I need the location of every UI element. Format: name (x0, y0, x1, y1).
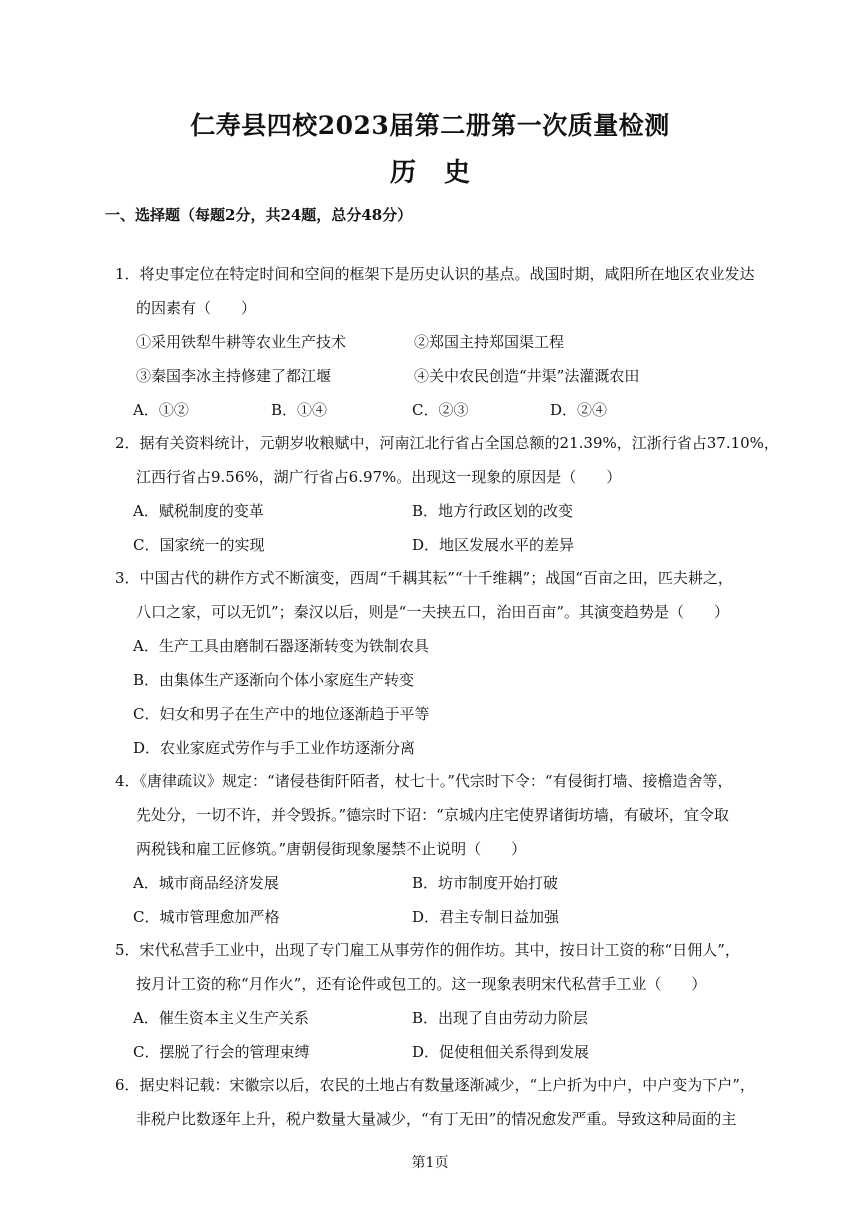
subject-title (0, 152, 860, 189)
question-5-option-d: D．促使租佃关系得到发展 (412, 1043, 590, 1061)
question-4-line-1: 4．《唐律疏议》规定：“诸侵巷街阡陌者，杖七十。”代宗时下令：“有侵街打墙、接檐造舍等， (115, 772, 733, 790)
subject-char-1: 历 (389, 158, 416, 188)
question-3-line-1: 3．中国古代的耕作方式不断演变，西周“千耦其耘”“十千维耦”；战国“百亩之田，匹夫耕之， (115, 569, 733, 587)
question-5-line-2: 按月计工资的称“月作火”，还有论件或包工的。这一现象表明宋代私营手工业（ ） (136, 975, 707, 993)
question-5-option-a: A．催生资本主义生产关系 (133, 1009, 309, 1027)
question-3-line-2: 八口之家，可以无饥”；秦汉以后，则是“一夫挟五口，治田百亩”。其演变趋势是（ ） (136, 603, 730, 621)
subject-char-2: 史 (444, 158, 471, 188)
document-title: 仁寿县四校2023届第二册第一次质量检测 (190, 111, 670, 140)
question-1-statement-1: ①采用铁犁牛耕等农业生产技术 (136, 333, 347, 351)
question-4-option-a: A．城市商品经济发展 (133, 874, 279, 892)
question-5-line-1: 5．宋代私营手工业中，出现了专门雇工从事劳作的佣作坊。其中，按日计工资的称“日佣人”， (115, 941, 740, 959)
question-1-statement-3: ③秦国李冰主持修建了都江堰 (136, 367, 332, 385)
question-1-option-a: A．①② (133, 401, 189, 419)
question-2-option-c: C．国家统一的实现 (133, 536, 265, 554)
question-3-option-a: A．生产工具由磨制石器逐渐转变为铁制农具 (133, 637, 429, 655)
question-4-line-3: 两税钱和雇工匠修筑。”唐朝侵街现象屡禁不止说明（ ） (136, 840, 527, 858)
section-heading: 一、选择题（每题2分，共24题，总分48分） (105, 206, 413, 224)
question-1-line-2: 的因素有（ ） (136, 299, 257, 317)
question-1-statement-4: ④关中农民创造“井渠”法灌溉农田 (414, 367, 640, 385)
question-4-option-d: D．君主专制日益加强 (412, 908, 560, 926)
question-3-option-d: D．农业家庭式劳作与手工业作坊逐渐分离 (133, 739, 416, 757)
question-4-line-2: 先处分，一切不许，并令毁拆。”德宗时下诏：“京城内庄宅使界诸街坊墙，有破坏，宜令取 (136, 806, 729, 824)
question-2-option-a: A．赋税制度的变革 (133, 502, 264, 520)
question-2-line-2: 江西行省占9.56%，湖广行省占6.97%。出现这一现象的原因是（ ） (136, 468, 622, 486)
question-1-option-d: D．②④ (550, 401, 608, 419)
question-6-line-2: 非税户比数逐年上升，税户数量大量减少，“有丁无田”的情况愈发严重。导致这种局面的主 (136, 1110, 737, 1128)
question-5-option-b: B．出现了自由劳动力阶层 (412, 1009, 589, 1027)
question-1-line-1: 1．将史事定位在特定时间和空间的框架下是历史认识的基点。战国时期，咸阳所在地区农业发达 (115, 265, 755, 283)
question-3-option-b: B．由集体生产逐渐向个体小家庭生产转变 (133, 671, 415, 689)
page-number: 第1页 (411, 1155, 449, 1171)
question-2-option-d: D．地区发展水平的差异 (412, 536, 575, 554)
question-6-line-1: 6．据史料记载：宋徽宗以后，农民的土地占有数量逐渐减少，“上户折为中户，中户变为下户”， (115, 1076, 755, 1094)
question-2-line-1: 2．据有关资料统计，元朝岁收粮赋中，河南江北行省占全国总额的21.39%，江浙行省占37.10%， (115, 434, 779, 452)
question-5-option-c: C．摆脱了行会的管理束缚 (133, 1043, 310, 1061)
question-1-option-c: C．②③ (412, 401, 469, 419)
question-1-statement-2: ②郑国主持郑国渠工程 (414, 333, 565, 351)
question-1-option-b: B．①④ (271, 401, 328, 419)
question-4-option-c: C．城市管理愈加严格 (133, 908, 280, 926)
question-2-option-b: B．地方行政区划的改变 (412, 502, 574, 520)
question-3-option-c: C．妇女和男子在生产中的地位逐渐趋于平等 (133, 705, 430, 723)
question-4-option-b: B．坊市制度开始打破 (412, 874, 559, 892)
